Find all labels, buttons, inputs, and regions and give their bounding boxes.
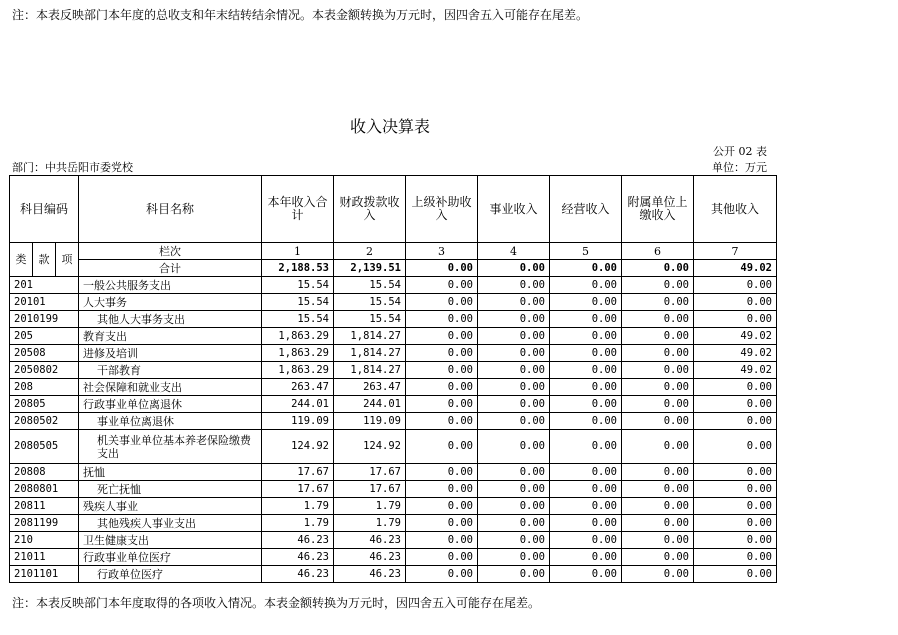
row-value: 0.00 (478, 277, 550, 294)
table-row (10, 277, 777, 294)
row-value: 49.02 (694, 362, 777, 379)
index-5: 5 (550, 243, 622, 260)
row-value: 0.00 (406, 396, 478, 413)
index-2: 2 (334, 243, 406, 260)
row-value: 0.00 (694, 430, 777, 464)
header-row (10, 176, 777, 243)
row-value: 15.54 (262, 294, 334, 311)
row-value: 46.23 (334, 549, 406, 566)
row-code: 2081199 (10, 515, 79, 532)
row-value: 0.00 (478, 566, 550, 583)
row-value: 1,814.27 (334, 328, 406, 345)
row-name: 教育支出 (79, 328, 262, 345)
row-value: 0.00 (694, 481, 777, 498)
row-value: 17.67 (334, 481, 406, 498)
table-row (10, 294, 777, 311)
row-code: 2080502 (10, 413, 79, 430)
row-name: 事业单位离退休 (79, 413, 262, 430)
row-value: 0.00 (406, 294, 478, 311)
header-kuan: 款 (33, 243, 56, 277)
row-value: 0.00 (478, 413, 550, 430)
row-value: 1.79 (334, 515, 406, 532)
total-value: 49.02 (694, 260, 777, 277)
table-row (10, 498, 777, 515)
row-name: 行政单位医疗 (79, 566, 262, 583)
total-row (10, 260, 777, 277)
header-lei: 类 (10, 243, 33, 277)
row-value: 0.00 (694, 549, 777, 566)
row-value: 0.00 (478, 515, 550, 532)
row-value: 49.02 (694, 345, 777, 362)
page-title: 收入决算表 (349, 117, 430, 136)
row-value: 0.00 (694, 311, 777, 328)
table-row (10, 566, 777, 583)
row-value: 15.54 (334, 311, 406, 328)
row-value: 0.00 (478, 379, 550, 396)
row-value: 0.00 (478, 464, 550, 481)
row-value: 0.00 (478, 549, 550, 566)
row-value: 0.00 (694, 515, 777, 532)
row-name: 进修及培训 (79, 345, 262, 362)
header-col7: 其他收入 (694, 176, 777, 243)
table-row (10, 362, 777, 379)
row-value: 0.00 (622, 549, 694, 566)
row-value: 0.00 (622, 430, 694, 464)
total-value: 2,139.51 (334, 260, 406, 277)
table-row (10, 549, 777, 566)
row-value: 0.00 (622, 464, 694, 481)
row-value: 244.01 (262, 396, 334, 413)
row-value: 0.00 (406, 277, 478, 294)
form-number: 公开 02 表 (713, 145, 767, 158)
row-code: 21011 (10, 549, 79, 566)
row-value: 15.54 (334, 294, 406, 311)
row-value: 46.23 (262, 549, 334, 566)
table-row (10, 430, 777, 464)
row-value: 124.92 (262, 430, 334, 464)
row-value: 15.54 (334, 277, 406, 294)
row-code: 2080801 (10, 481, 79, 498)
header-lanci: 栏次 (79, 243, 262, 260)
row-value: 0.00 (622, 515, 694, 532)
row-value: 46.23 (334, 532, 406, 549)
row-value: 0.00 (406, 532, 478, 549)
row-value: 0.00 (478, 430, 550, 464)
row-code: 20805 (10, 396, 79, 413)
row-name: 一般公共服务支出 (79, 277, 262, 294)
row-value: 1,863.29 (262, 362, 334, 379)
row-code: 20508 (10, 345, 79, 362)
row-name: 其他残疾人事业支出 (79, 515, 262, 532)
index-6: 6 (622, 243, 694, 260)
row-value: 0.00 (478, 345, 550, 362)
row-value: 0.00 (694, 294, 777, 311)
row-code: 20101 (10, 294, 79, 311)
row-value: 49.02 (694, 328, 777, 345)
row-value: 1.79 (334, 498, 406, 515)
row-name: 卫生健康支出 (79, 532, 262, 549)
row-name: 机关事业单位基本养老保险缴费支出 (79, 430, 262, 464)
row-value: 0.00 (406, 413, 478, 430)
row-value: 0.00 (622, 294, 694, 311)
row-value: 0.00 (406, 566, 478, 583)
total-value: 0.00 (406, 260, 478, 277)
row-value: 0.00 (550, 345, 622, 362)
row-code: 20808 (10, 464, 79, 481)
row-value: 0.00 (478, 498, 550, 515)
row-value: 0.00 (406, 362, 478, 379)
row-value: 15.54 (262, 311, 334, 328)
row-value: 124.92 (334, 430, 406, 464)
row-value: 0.00 (406, 481, 478, 498)
row-value: 0.00 (406, 430, 478, 464)
row-value: 1.79 (262, 498, 334, 515)
row-value: 244.01 (334, 396, 406, 413)
row-value: 0.00 (694, 396, 777, 413)
row-value: 0.00 (550, 498, 622, 515)
row-name: 行政事业单位医疗 (79, 549, 262, 566)
row-value: 0.00 (550, 396, 622, 413)
row-name: 干部教育 (79, 362, 262, 379)
row-value: 0.00 (694, 498, 777, 515)
row-value: 0.00 (478, 294, 550, 311)
total-value: 0.00 (622, 260, 694, 277)
row-name: 行政事业单位离退休 (79, 396, 262, 413)
header-col6: 附属单位上缴收入 (622, 176, 694, 243)
total-value: 2,188.53 (262, 260, 334, 277)
row-value: 1,814.27 (334, 345, 406, 362)
row-code: 205 (10, 328, 79, 345)
row-value: 263.47 (262, 379, 334, 396)
table-row (10, 464, 777, 481)
row-value: 0.00 (622, 362, 694, 379)
row-value: 0.00 (406, 345, 478, 362)
table-row (10, 532, 777, 549)
row-value: 15.54 (262, 277, 334, 294)
row-value: 0.00 (622, 379, 694, 396)
row-value: 0.00 (622, 566, 694, 583)
header-col4: 事业收入 (478, 176, 550, 243)
header-code: 科目编码 (10, 176, 79, 243)
row-value: 0.00 (550, 464, 622, 481)
total-value: 0.00 (550, 260, 622, 277)
table-row (10, 379, 777, 396)
row-value: 0.00 (406, 464, 478, 481)
header-col2: 财政拨款收入 (334, 176, 406, 243)
row-code: 2101101 (10, 566, 79, 583)
header-col5: 经营收入 (550, 176, 622, 243)
row-value: 46.23 (262, 532, 334, 549)
row-value: 0.00 (550, 277, 622, 294)
row-value: 17.67 (262, 481, 334, 498)
row-code: 2050802 (10, 362, 79, 379)
table-row (10, 311, 777, 328)
row-value: 1.79 (262, 515, 334, 532)
income-table (9, 175, 777, 583)
row-value: 46.23 (334, 566, 406, 583)
row-value: 1,863.29 (262, 345, 334, 362)
row-value: 0.00 (478, 311, 550, 328)
row-name: 其他人大事务支出 (79, 311, 262, 328)
row-value: 0.00 (550, 362, 622, 379)
row-value: 0.00 (550, 549, 622, 566)
row-value: 0.00 (622, 413, 694, 430)
row-value: 0.00 (694, 464, 777, 481)
top-note: 注：本表反映部门本年度的总收支和年末结转结余情况。本表金额转换为万元时，因四舍五入可能存在尾差。 (12, 8, 589, 22)
header-name: 科目名称 (79, 176, 262, 243)
row-value: 0.00 (550, 311, 622, 328)
index-4: 4 (478, 243, 550, 260)
row-value: 0.00 (406, 379, 478, 396)
row-value: 119.09 (334, 413, 406, 430)
row-value: 263.47 (334, 379, 406, 396)
row-code: 2080505 (10, 430, 79, 464)
row-value: 0.00 (694, 379, 777, 396)
row-value: 0.00 (622, 532, 694, 549)
row-value: 0.00 (694, 566, 777, 583)
row-name: 死亡抚恤 (79, 481, 262, 498)
row-value: 0.00 (478, 396, 550, 413)
row-code: 210 (10, 532, 79, 549)
row-value: 0.00 (550, 515, 622, 532)
header-col3: 上级补助收入 (406, 176, 478, 243)
row-value: 0.00 (478, 532, 550, 549)
row-value: 1,863.29 (262, 328, 334, 345)
row-name: 社会保障和就业支出 (79, 379, 262, 396)
row-name: 抚恤 (79, 464, 262, 481)
header-col1: 本年收入合计 (262, 176, 334, 243)
row-value: 0.00 (622, 328, 694, 345)
row-value: 17.67 (262, 464, 334, 481)
row-code: 2010199 (10, 311, 79, 328)
row-value: 0.00 (694, 277, 777, 294)
row-name: 人大事务 (79, 294, 262, 311)
row-value: 0.00 (406, 549, 478, 566)
bottom-note: 注：本表反映部门本年度取得的各项收入情况。本表金额转换为万元时，因四舍五入可能存在尾差。 (12, 596, 541, 610)
row-value: 0.00 (622, 498, 694, 515)
row-value: 0.00 (550, 294, 622, 311)
row-value: 0.00 (406, 328, 478, 345)
total-label: 合计 (79, 260, 262, 277)
table-row (10, 413, 777, 430)
row-value: 0.00 (622, 311, 694, 328)
row-value: 0.00 (622, 345, 694, 362)
row-value: 0.00 (478, 362, 550, 379)
row-value: 0.00 (622, 481, 694, 498)
row-value: 0.00 (550, 379, 622, 396)
row-code: 208 (10, 379, 79, 396)
row-value: 0.00 (478, 481, 550, 498)
row-value: 0.00 (406, 498, 478, 515)
row-value: 0.00 (550, 566, 622, 583)
index-row (10, 243, 777, 260)
row-value: 0.00 (406, 311, 478, 328)
row-code: 201 (10, 277, 79, 294)
row-value: 0.00 (478, 328, 550, 345)
table-row (10, 515, 777, 532)
table-row (10, 396, 777, 413)
row-value: 0.00 (694, 532, 777, 549)
header-xiang: 项 (56, 243, 79, 277)
row-value: 0.00 (694, 413, 777, 430)
row-value: 0.00 (622, 277, 694, 294)
row-value: 0.00 (406, 515, 478, 532)
unit-label: 单位：万元 (712, 161, 767, 174)
row-value: 0.00 (550, 430, 622, 464)
total-value: 0.00 (478, 260, 550, 277)
row-value: 0.00 (622, 396, 694, 413)
row-code: 20811 (10, 498, 79, 515)
table-row (10, 345, 777, 362)
table-row (10, 328, 777, 345)
row-value: 46.23 (262, 566, 334, 583)
row-value: 0.00 (550, 413, 622, 430)
department-label: 部门：中共岳阳市委党校 (12, 161, 133, 174)
index-7: 7 (694, 243, 777, 260)
row-value: 119.09 (262, 413, 334, 430)
index-3: 3 (406, 243, 478, 260)
row-value: 1,814.27 (334, 362, 406, 379)
row-value: 0.00 (550, 532, 622, 549)
row-name: 残疾人事业 (79, 498, 262, 515)
row-value: 17.67 (334, 464, 406, 481)
index-1: 1 (262, 243, 334, 260)
row-value: 0.00 (550, 481, 622, 498)
row-value: 0.00 (550, 328, 622, 345)
table-row (10, 481, 777, 498)
